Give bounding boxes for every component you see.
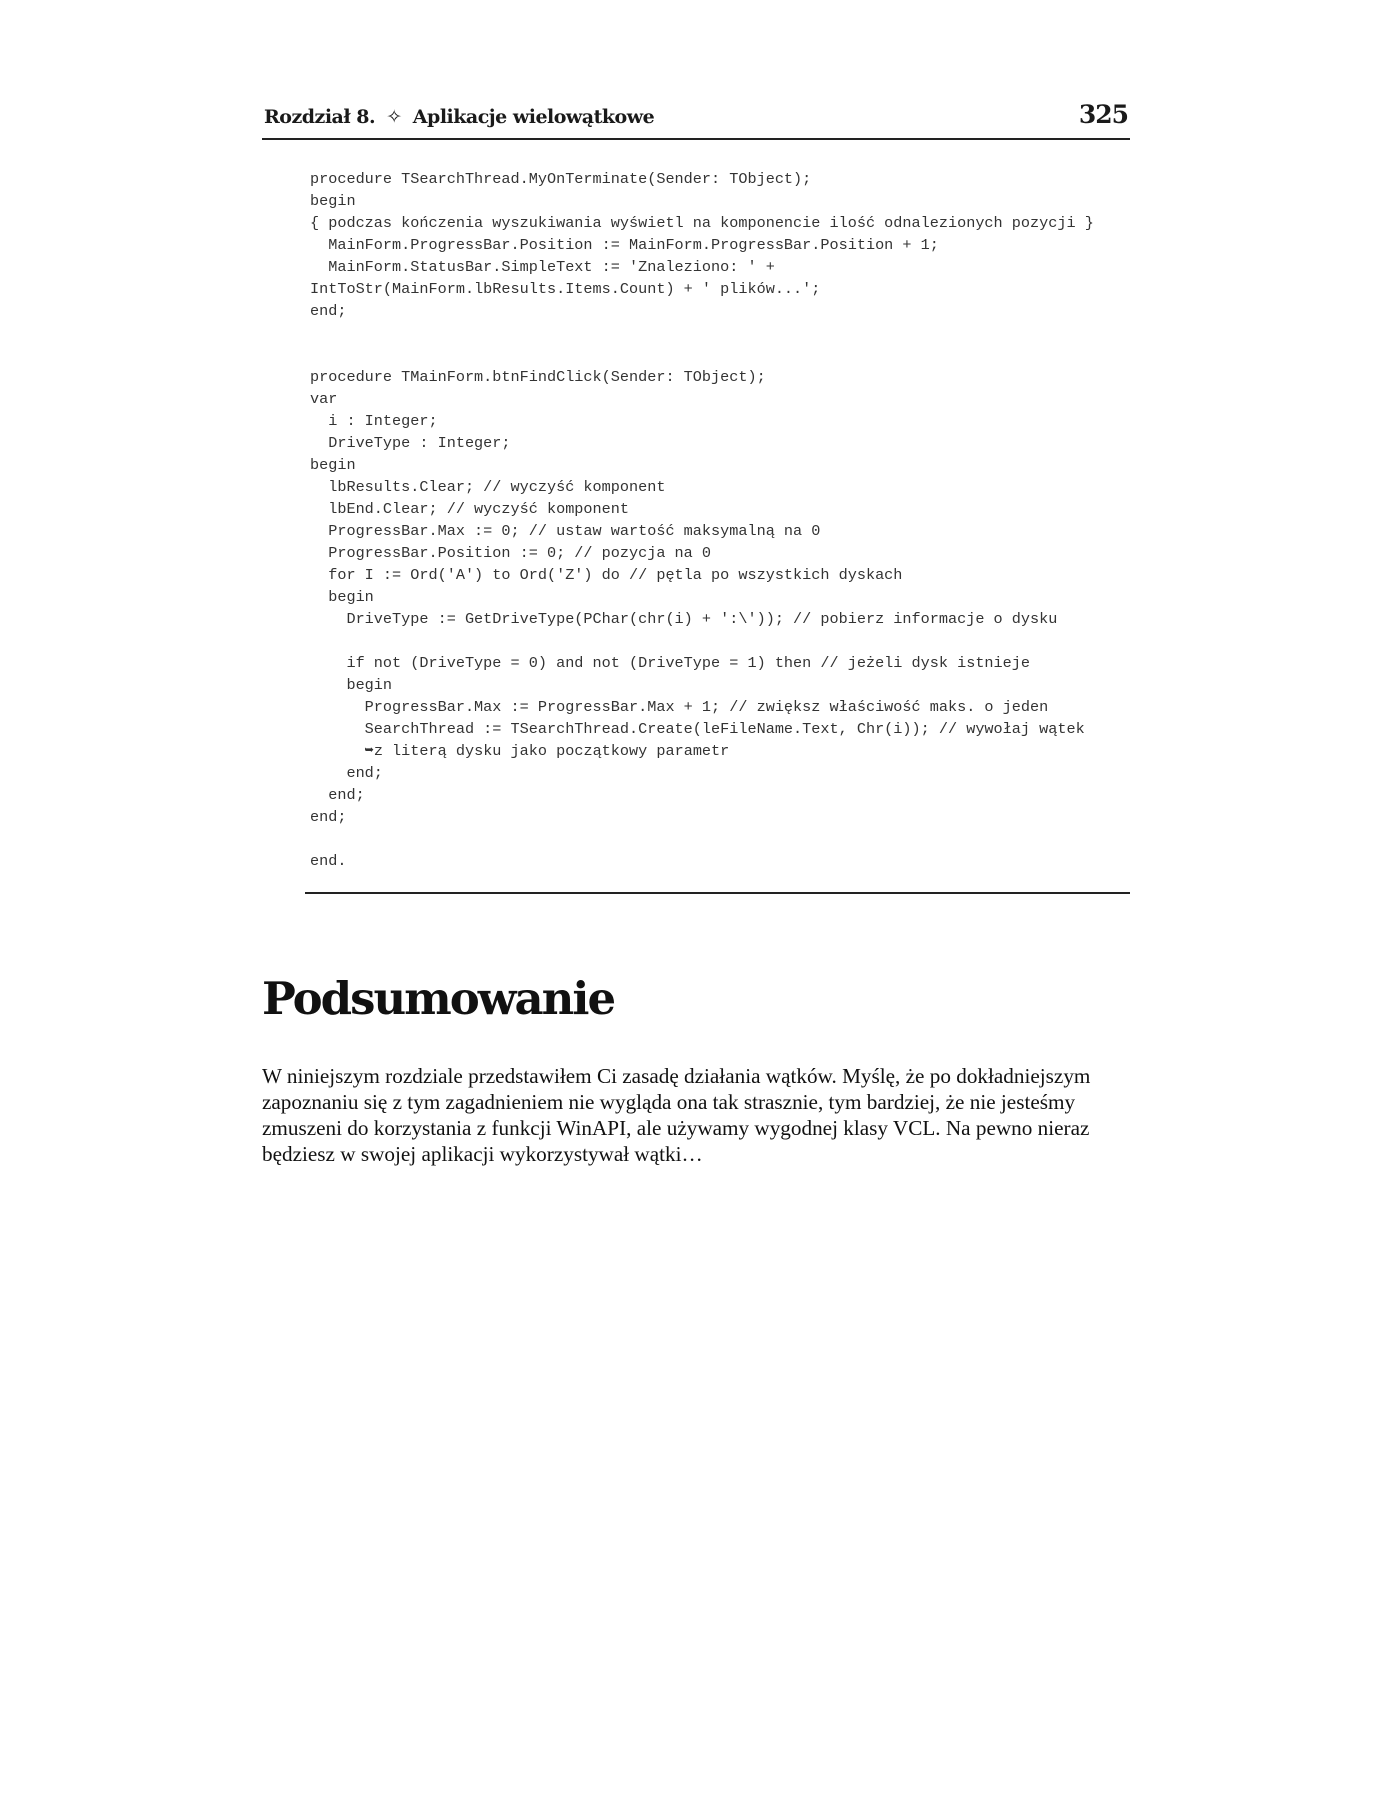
code-line: lbResults.Clear; // wyczyść komponent xyxy=(310,478,666,496)
code-line: if not (DriveType = 0) and not (DriveType = 1) then // jeżeli dysk istnieje xyxy=(310,654,1031,672)
code-line: procedure TSearchThread.MyOnTerminate(Sender: TObject); xyxy=(310,170,812,188)
code-line: MainForm.StatusBar.SimpleText := 'Znaleziono: ' + xyxy=(310,258,775,276)
code-line xyxy=(310,344,1130,366)
code-line: begin xyxy=(310,588,374,606)
code-line: lbEnd.Clear; // wyczyść komponent xyxy=(310,500,629,518)
summary-paragraph: W niniejszym rozdziale przedstawiłem Ci zasadę działania wątków. Myślę, że po dokładniejszym zapoznaniu się z tym zagadnieniem nie wygląda ona tak strasznie, tym bardziej, że nie jesteśmy zmuszeni do korzystania z funkcji WinAPI, ale używamy wygodnej klasy VCL. Na pewno nieraz będziesz w swojej aplikacji wykorzystywał wątki… xyxy=(262,1064,1091,1166)
code-listing xyxy=(310,168,1130,872)
code-line: i : Integer; xyxy=(310,412,438,430)
code-line: end; xyxy=(310,786,365,804)
code-line: MainForm.ProgressBar.Position := MainForm.ProgressBar.Position + 1; xyxy=(310,236,939,254)
code-line: end; xyxy=(310,764,383,782)
code-line xyxy=(310,828,1130,850)
section-title: Podsumowanie xyxy=(262,972,615,1025)
page-header xyxy=(262,100,1130,140)
code-line xyxy=(310,630,1130,652)
code-line: begin xyxy=(310,456,356,474)
code-line: end; xyxy=(310,808,347,826)
code-line: SearchThread := TSearchThread.Create(leFileName.Text, Chr(i)); // wywołaj wątek xyxy=(310,720,1085,738)
code-line: ProgressBar.Position := 0; // pozycja na 0 xyxy=(310,544,712,562)
diamond-separator-icon: ✧ xyxy=(386,106,402,128)
code-line xyxy=(310,322,1130,344)
code-line: end. xyxy=(310,852,347,870)
running-head xyxy=(264,106,654,128)
code-line: begin xyxy=(310,676,393,694)
code-line: IntToStr(MainForm.lbResults.Items.Count) + ' plików...'; xyxy=(310,280,821,298)
code-line: procedure TMainForm.btnFindClick(Sender: TObject); xyxy=(310,368,766,386)
chapter-label: Rozdział 8. xyxy=(264,106,376,128)
code-line: for I := Ord('A') to Ord('Z') do // pętla po wszystkich dyskach xyxy=(310,566,903,584)
code-line: ➥z literą dysku jako początkowy parametr xyxy=(310,742,730,760)
code-line: ProgressBar.Max := ProgressBar.Max + 1; // zwiększ właściwość maks. o jeden xyxy=(310,698,1049,716)
page-number: 325 xyxy=(1078,100,1128,129)
chapter-title: Aplikacje wielowątkowe xyxy=(412,106,655,128)
code-line: DriveType := GetDriveType(PChar(chr(i) + ':\')); // pobierz informacje o dysku xyxy=(310,610,1058,628)
code-line: ProgressBar.Max := 0; // ustaw wartość maksymalną na 0 xyxy=(310,522,821,540)
code-line: end; xyxy=(310,302,347,320)
code-line: DriveType : Integer; xyxy=(310,434,511,452)
code-line: begin xyxy=(310,192,356,210)
code-listing-bottom-rule xyxy=(305,892,1130,894)
code-line: var xyxy=(310,390,338,408)
code-line: { podczas kończenia wyszukiwania wyświetl na komponencie ilość odnalezionych pozycji } xyxy=(310,214,1094,232)
